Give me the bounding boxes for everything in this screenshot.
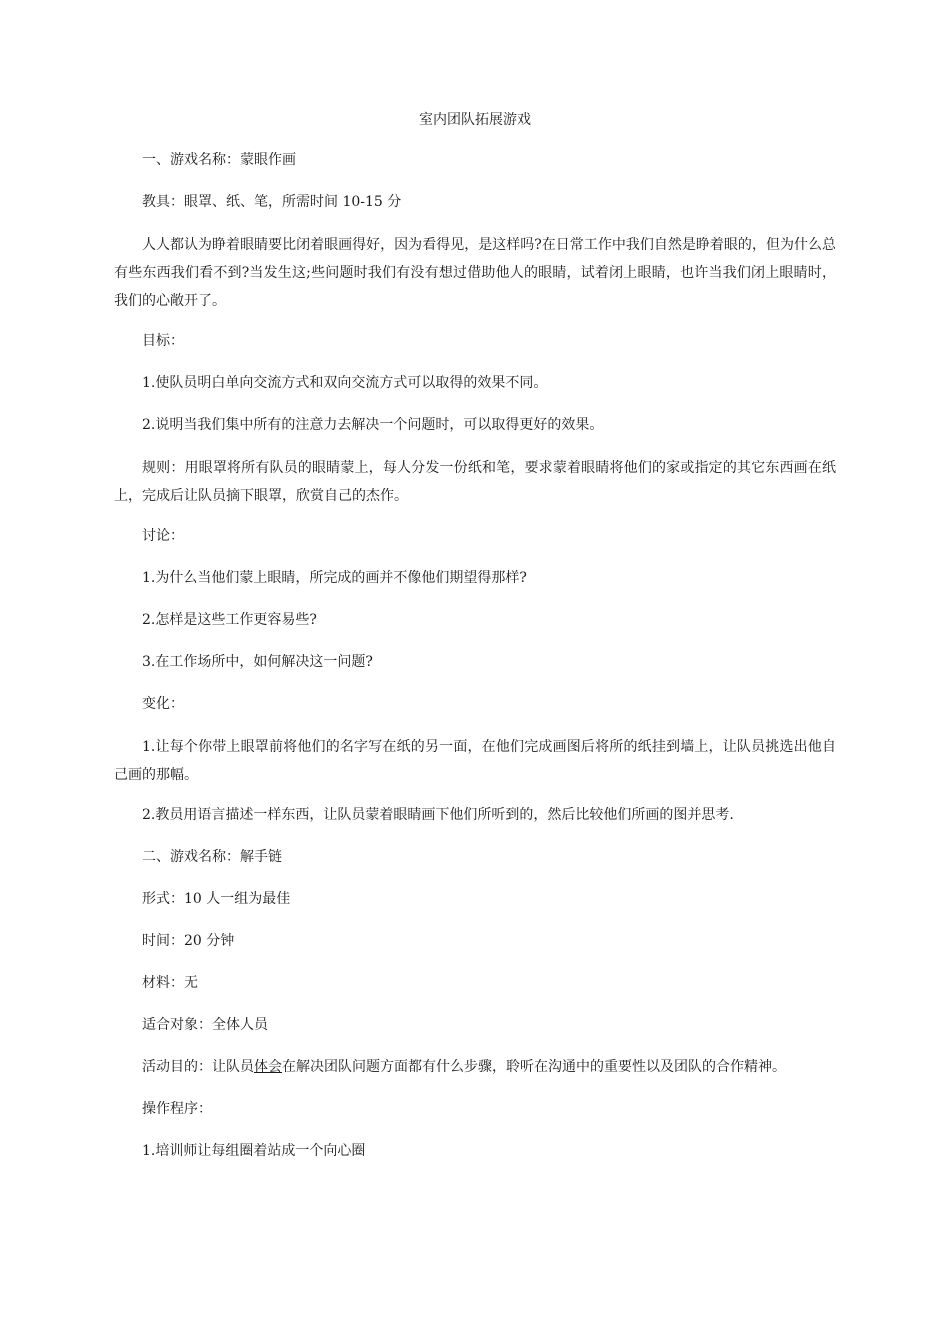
purpose-suffix: 在解决团队问题方面都有什么步骤，聆听在沟通中的重要性以及团队的合作精神。: [282, 1059, 786, 1075]
list-item: 2.说明当我们集中所有的注意力去解决一个问题时，可以取得更好的效果。: [142, 417, 604, 433]
paragraph: 讨论：: [142, 528, 184, 544]
list-item: 2.教员用语言描述一样东西，让队员蒙着眼睛画下他们所听到的，然后比较他们所画的图并思考.: [142, 807, 734, 823]
document-title: 室内团队拓展游戏: [419, 112, 531, 128]
paragraph: 时间：20 分钟: [142, 933, 235, 949]
list-item: 2.怎样是这些工作更容易些?: [142, 612, 317, 628]
paragraph: 变化：: [142, 696, 184, 712]
purpose-underlined-word: 体会: [254, 1059, 282, 1075]
list-item: 3.在工作场所中，如何解决这一问题?: [142, 654, 373, 670]
paragraph: 形式：10 人一组为最佳: [142, 891, 291, 907]
paragraph: 适合对象：全体人员: [142, 1017, 268, 1033]
list-item: 1.使队员明白单向交流方式和双向交流方式可以取得的效果不同。: [142, 375, 548, 391]
paragraph: 规则：用眼罩将所有队员的眼睛蒙上，每人分发一份纸和笔，要求蒙着眼睛将他们的家或指定的其它东西画在纸上，完成后让队员摘下眼罩，欣赏自己的杰作。: [114, 460, 836, 504]
paragraph: 教具：眼罩、纸、笔，所需时间 10-15 分: [142, 194, 402, 210]
paragraph: 操作程序：: [142, 1101, 212, 1117]
document-body: [114, 150, 836, 1183]
paragraph-purpose: [114, 1057, 836, 1078]
list-item: 1.培训师让每组圈着站成一个向心圈: [142, 1143, 366, 1159]
paragraph: 材料：无: [142, 975, 198, 991]
paragraph: 目标：: [142, 333, 184, 349]
section-heading-1: 一、游戏名称：蒙眼作画: [142, 152, 296, 168]
list-item: 1.让每个你带上眼罩前将他们的名字写在纸的另一面，在他们完成画图后将所的纸挂到墙上，让队员挑选出他自己画的那幅。: [114, 739, 836, 783]
list-item: 1.为什么当他们蒙上眼睛，所完成的画并不像他们期望得那样?: [142, 570, 527, 586]
paragraph: 人人都认为睁着眼睛要比闭着眼画得好，因为看得见，是这样吗?在日常工作中我们自然是睁着眼的，但为什么总有些东西我们看不到?当发生这;些问题时我们有没有想过借助他人的眼睛，试着闭上眼睛，也许当我们闭上眼睛时，我们的心敞开了。: [114, 237, 836, 309]
purpose-prefix: 活动目的：让队员: [142, 1059, 254, 1075]
section-heading-2: 二、游戏名称：解手链: [142, 849, 282, 865]
